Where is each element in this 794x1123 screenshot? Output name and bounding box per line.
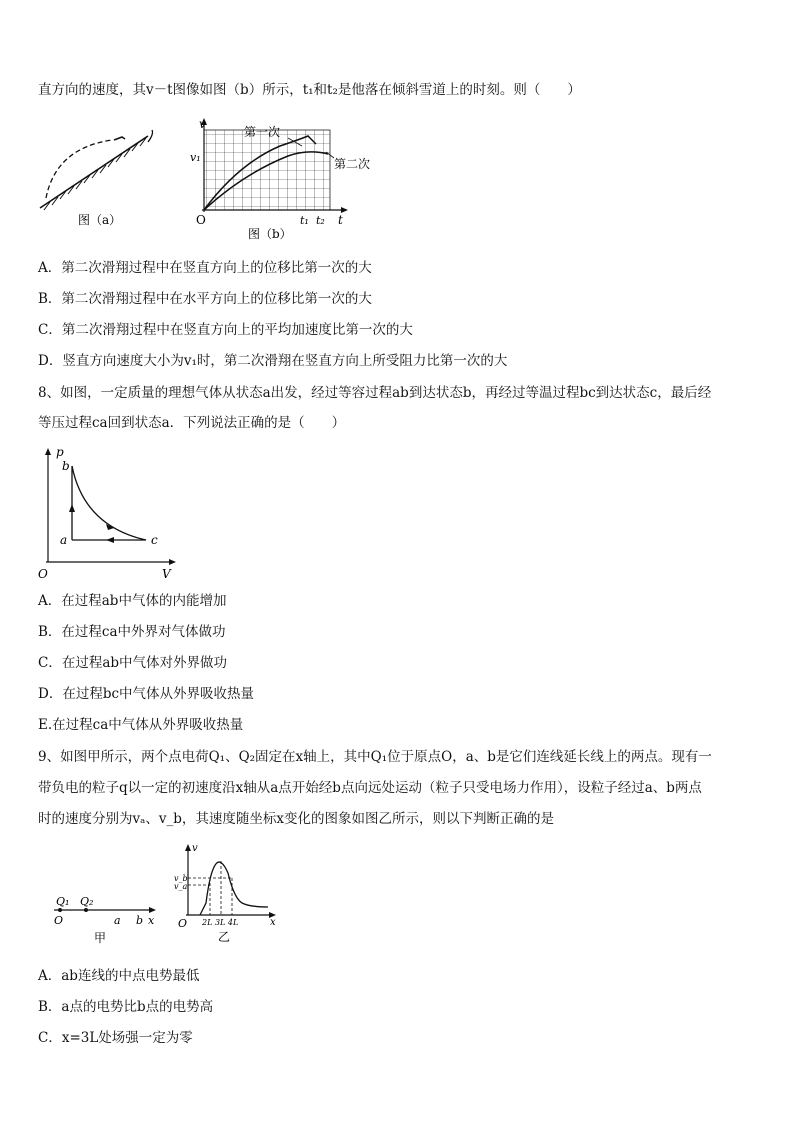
q8-option-c: C．在过程ab中气体对外界做功 <box>38 655 228 671</box>
figure-a-caption: 图（a） <box>78 213 122 227</box>
q9-option-b: B．a点的电势比b点的电势高 <box>38 999 214 1015</box>
q7-option-b: B．第二次滑翔过程中在水平方向上的位移比第一次的大 <box>38 291 372 307</box>
q8-stem-line1: 8、如图，一定质量的理想气体从状态a出发，经过等容过程ab到达状态b，再经过等温过程bc到达状态c，最后经 <box>38 385 712 401</box>
state-a-label: a <box>60 533 68 547</box>
figure-yi-caption: 乙 <box>218 930 231 943</box>
first-label: 第一次 <box>244 125 281 139</box>
q8-option-d: D．在过程bc中气体从外界吸收热量 <box>38 686 255 702</box>
q8-option-a: A．在过程ab中气体的内能增加 <box>38 593 227 609</box>
q8-option-e: E.在过程ca中气体从外界吸收热量 <box>38 717 244 733</box>
p-axis-arrow <box>45 448 51 455</box>
origin-label: O <box>54 914 64 927</box>
v-axis-label: v <box>199 117 206 131</box>
ca-arrow <box>106 537 114 543</box>
x-axis-label: x <box>148 914 155 927</box>
q9-figure-yi <box>172 843 282 943</box>
q9-stem-line2: 带负电的粒子q以一定的初速度沿x轴从a点开始经b点向远处运动（粒子只受电场力作用），设粒子经过a、b两点 <box>38 780 702 796</box>
origin-label: O <box>178 917 188 930</box>
v-axis-label: V <box>162 567 171 581</box>
state-c-label: c <box>151 533 158 547</box>
p-axis-label: p <box>56 445 64 459</box>
figure-b-vt-graph <box>188 116 383 240</box>
q8-pv-diagram <box>34 444 184 582</box>
origin-label: O <box>196 213 206 227</box>
x-axis-label: x <box>270 917 276 928</box>
q7-option-c: C．第二次滑翔过程中在竖直方向上的平均加速度比第一次的大 <box>38 322 413 338</box>
q2-label: Q₂ <box>80 895 94 908</box>
x-axis-arrow <box>149 907 156 913</box>
q1-label: Q₁ <box>56 895 70 908</box>
q9-option-c: C．x=3L处场强一定为零 <box>38 1030 193 1046</box>
figure-jia-caption: 甲 <box>94 931 107 945</box>
vb-label: v_b <box>174 874 188 883</box>
figure-a-slope <box>38 128 168 228</box>
flight-trajectory <box>46 140 112 198</box>
q7-stem-tail: 直方向的速度，其v－t图像如图（b）所示，t₁和t₂是他落在倾斜雪道上的时刻。则（ ） <box>38 82 581 98</box>
v-axis-label: v <box>192 843 198 854</box>
point-b-label: b <box>136 914 144 927</box>
va-label: v_a <box>174 882 188 891</box>
q9-figure-jia <box>48 888 163 948</box>
q9-stem-line1: 9、如图甲所示，两个点电荷Q₁、Q₂固定在x轴上，其中Q₁位于原点O，a、b是它们连线延长线上的两点。现有一 <box>38 749 712 765</box>
grid <box>204 130 330 210</box>
q9-stem-line3: 时的速度分别为vₐ、v_b，其速度随坐标x变化的图象如图乙所示，则以下判断正确的是 <box>38 811 554 827</box>
v-axis-arrow <box>169 559 176 565</box>
charge-q2-dot <box>84 908 88 912</box>
t1-label: t₁ <box>300 214 309 227</box>
ramp-top <box>148 130 153 142</box>
state-b-label: b <box>62 459 70 473</box>
v-axis-arrow <box>185 844 191 851</box>
q8-option-b: B．在过程ca中外界对气体做功 <box>38 624 226 640</box>
tick-labels: 2L 3L 4L <box>202 918 239 927</box>
q8-stem-line2: 等压过程ca回到状态a．下列说法正确的是（ ） <box>38 415 346 431</box>
t-axis-label: t <box>338 213 343 227</box>
v1-label: v₁ <box>190 151 201 164</box>
figure-b-caption: 图（b） <box>248 227 292 240</box>
t2-label: t₂ <box>316 214 325 227</box>
charge-q1-dot <box>58 908 62 912</box>
q7-option-a: A．第二次滑翔过程中在竖直方向上的位移比第一次的大 <box>38 260 372 276</box>
slope-surface <box>40 136 148 210</box>
point-a-label: a <box>114 914 121 927</box>
q7-option-d: D．竖直方向速度大小为v₁时，第二次滑翔在竖直方向上所受阻力比第一次的大 <box>38 353 508 369</box>
second-label: 第二次 <box>334 157 371 171</box>
q9-option-a: A．ab连线的中点电势最低 <box>38 968 200 984</box>
jumper-icon <box>114 137 125 140</box>
origin-label: O <box>38 567 48 581</box>
ab-arrow <box>69 504 75 512</box>
